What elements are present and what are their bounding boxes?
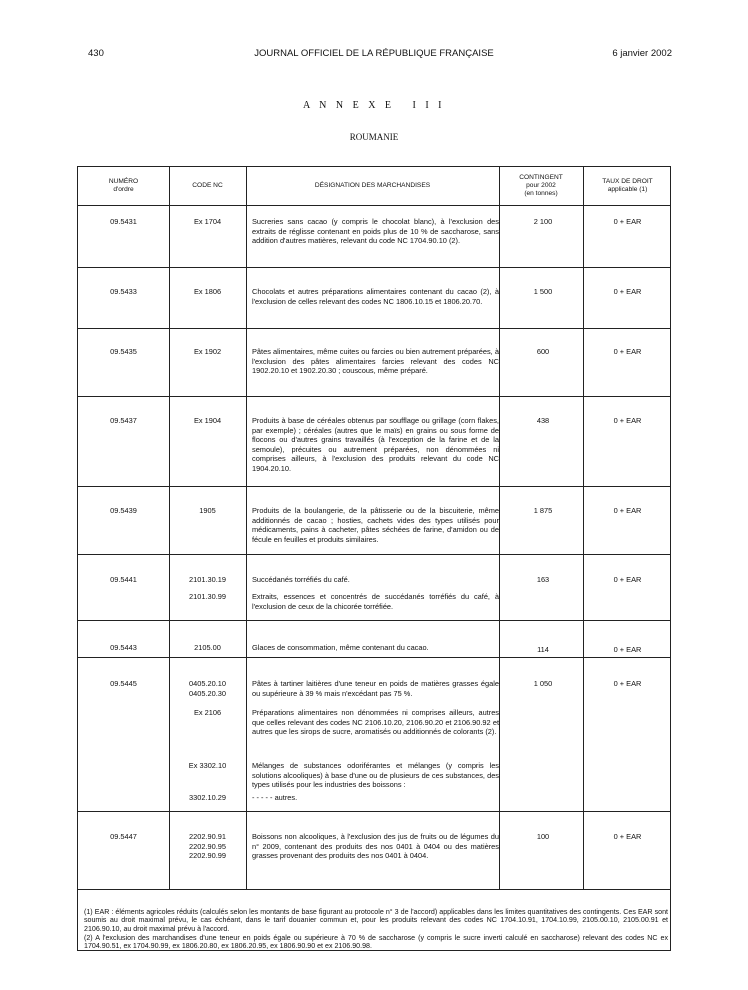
row-numero: 09.5443 [110, 643, 137, 652]
page-number: 430 [88, 48, 104, 59]
header-code: CODE NC [192, 182, 223, 189]
row-code-secondary: 2101.30.99 [189, 592, 226, 601]
row-code: 0405.20.10 0405.20.30 [189, 679, 226, 698]
country-title: ROUMANIE [349, 132, 399, 142]
row-contingent: 1 500 [533, 287, 553, 296]
row-designation: Pâtes alimentaires, même cuites ou farcies ou bien autrement préparées, à l'exclusion des pâtes alimentaires farcies relevant des codes NC 1902.20.10 et 1902.20.30 ; couscous, même préparé. [252, 347, 499, 376]
row-code: Ex 1806 [193, 287, 222, 296]
publication-date: 6 janvier 2002 [612, 48, 672, 59]
row-designation-secondary: Extraits, essences et concentrés de succédanés torréfiés du café, à l'exclusion de ceux de la chicorée torréfiée. [252, 592, 499, 611]
column-divider [169, 167, 170, 889]
row-designation-quaternary: - - - - - autres. [252, 793, 298, 802]
row-contingent: 100 [536, 832, 550, 841]
quota-table [77, 166, 671, 951]
row-taux: 0 + EAR [613, 287, 642, 296]
row-numero: 09.5431 [110, 217, 137, 226]
row-code: Ex 1704 [193, 217, 222, 226]
row-code-tertiary: Ex 3302.10 [188, 761, 227, 770]
row-code: 2105.00 [194, 643, 221, 652]
row-taux: 0 + EAR [613, 416, 642, 425]
row-divider [78, 486, 670, 487]
row-code: Ex 1902 [193, 347, 222, 356]
header-taux: TAUX DE DROIT applicable (1) [602, 178, 653, 193]
row-divider [78, 657, 670, 658]
row-designation-tertiary: Mélanges de substances odoriférantes et mélanges (y compris les solutions alcooliques) à base d'une ou de plusieurs de ces substances, des types utilisés pour les industries des boissons : [252, 761, 499, 790]
row-numero: 09.5447 [110, 832, 137, 841]
row-numero: 09.5441 [110, 575, 137, 584]
row-divider [78, 554, 670, 555]
footnote-2: (2) A l'exclusion des marchandises d'une teneur en poids égale ou supérieure à 70 % de saccharose (y compris le sucre inverti calculé en saccharose) relevant des codes NC ex 1704.90.51, ex 1704.90.99, ex 1806.20.80, ex 1806.20.95, ex 1806.90.90 et ex 2106.90.98. [84, 934, 668, 951]
row-divider [78, 267, 670, 268]
row-divider [78, 811, 670, 812]
row-taux: 0 + EAR [613, 679, 642, 688]
row-divider [78, 620, 670, 621]
header-designation: DÉSIGNATION DES MARCHANDISES [314, 182, 431, 189]
row-contingent: 600 [536, 347, 550, 356]
row-contingent: 114 [537, 645, 549, 654]
row-contingent: 2 100 [533, 217, 553, 226]
row-numero: 09.5435 [110, 347, 137, 356]
row-divider [78, 396, 670, 397]
row-designation: Produits de la boulangerie, de la pâtisserie ou de la biscuiterie, même additionnés de cacao ; hosties, cachets vides des types utilisés pour médicaments, pains à cacheter, pâtes séchées de farine, d'amidon ou de fécule en feuilles et produits similaires. [252, 506, 499, 544]
row-designation: Glaces de consommation, même contenant du cacao. [252, 643, 429, 652]
row-numero: 09.5437 [110, 416, 137, 425]
row-taux: 0 + EAR [613, 575, 642, 584]
row-designation-secondary: Préparations alimentaires non dénommées ni comprises ailleurs, autres que celles relevant des codes NC 2106.10.20, 2106.90.20 et 2106.90.92 et autres que les sirops de sucre, aromatisés ou additionnés de colorants (2). [252, 708, 499, 737]
footnote-1: (1) EAR : éléments agricoles réduits (calculés selon les montants de base figurant au protocole n° 3 de l'accord) applicables dans les limites quantitatives des contingents. Ces EAR sont soumis au droit maximal prévu, le cas échéant, dans le tarif douanier commun et, pour les produits relevant des codes NC 1704.10.91, 1704.10.99, 2105.00.10, 2105.00.91 et 2106.90.10, au droit maximal prévu à l'accord. [84, 908, 668, 933]
row-designation: Chocolats et autres préparations alimentaires contenant du cacao (2), à l'exclusion de celles relevant des codes NC 1806.10.15 et 1806.20.70. [252, 287, 499, 306]
row-taux: 0 + EAR [613, 645, 642, 654]
row-contingent: 438 [536, 416, 550, 425]
row-contingent: 163 [536, 575, 550, 584]
row-designation: Succédanés torréfiés du café. [252, 575, 350, 584]
row-divider [78, 205, 670, 206]
header-contingent: CONTINGENT pour 2002 (en tonnes) [519, 174, 563, 197]
row-numero: 09.5439 [110, 506, 137, 515]
row-code-quaternary: 3302.10.29 [189, 793, 226, 802]
annex-title: A N N E X E I I I [302, 100, 446, 111]
column-divider [583, 167, 584, 889]
row-taux: 0 + EAR [613, 217, 642, 226]
row-designation: Produits à base de céréales obtenus par soufflage ou grillage (corn flakes, par exemple) ; céréales (autres que le maïs) en grains ou sous forme de flocons ou d'autres grains travaillés (à l'exception de la farine et de la semoule), précuites ou autrement préparées, non dénommées ni comprises ailleurs, à l'exclusion des produits relevant du code NC 1904.20.10. [252, 416, 499, 473]
row-designation: Boissons non alcooliques, à l'exclusion des jus de fruits ou de légumes du n° 2009, contenant des produits des nos 0401 à 0404 ou des matières grasses provenant des produits des nos 0401 à 0404. [252, 832, 499, 861]
row-code: 2101.30.19 [189, 575, 226, 584]
row-taux: 0 + EAR [613, 347, 642, 356]
row-taux: 0 + EAR [613, 506, 642, 515]
row-taux: 0 + EAR [613, 832, 642, 841]
column-divider [499, 167, 500, 889]
row-code: 1905 [199, 506, 216, 515]
journal-title: JOURNAL OFFICIEL DE LA RÉPUBLIQUE FRANÇAISE [254, 48, 494, 59]
row-code: Ex 1904 [193, 416, 222, 425]
row-code: 2202.90.91 2202.90.95 2202.90.99 [189, 832, 226, 861]
row-contingent: 1 050 [533, 679, 553, 688]
row-designation: Sucreries sans cacao (y compris le chocolat blanc), à l'exclusion des extraits de réglisse contenant en poids plus de 10 % de saccharose, sans addition d'autres matières, relevant du code NC 1704.90.10 (2). [252, 217, 499, 246]
row-code-secondary: Ex 2106 [193, 708, 222, 717]
column-divider [246, 167, 247, 889]
row-contingent: 1 875 [533, 506, 553, 515]
row-designation: Pâtes à tartiner laitières d'une teneur en poids de matières grasses égale ou supérieure à 39 % mais n'excédant pas 75 %. [252, 679, 499, 698]
row-numero: 09.5433 [110, 287, 137, 296]
header-numero: NUMÉRO d'ordre [108, 178, 139, 193]
row-divider [78, 328, 670, 329]
row-divider [78, 889, 670, 890]
row-numero: 09.5445 [110, 679, 137, 688]
